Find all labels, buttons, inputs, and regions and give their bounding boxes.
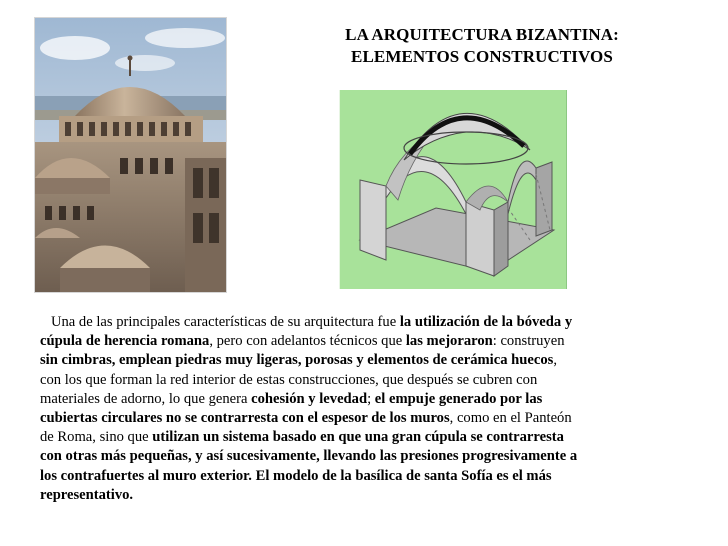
paragraph-line — [40, 371, 720, 390]
dome-diagram-illustration — [340, 90, 566, 289]
paragraph-line — [40, 428, 720, 447]
bold-span: cubiertas circulares no se contrarresta con el espesor de los muros — [40, 410, 450, 427]
bold-span: el empuje generado por las — [374, 390, 543, 407]
paragraph-line — [40, 332, 720, 351]
text-span: : construyen — [492, 333, 565, 350]
title-line-1: LA ARQUITECTURA BIZANTINA: — [345, 25, 619, 44]
paragraph-line — [40, 409, 720, 428]
bold-span: representativo. — [40, 486, 134, 503]
text-span: , como en el Panteón — [449, 410, 572, 427]
bold-span: la utilización de la bóveda y — [399, 314, 573, 330]
paragraph-line — [40, 447, 720, 466]
bold-span: cúpula de herencia romana — [40, 333, 210, 350]
bold-span: los contrafuertes al muro exterior. El modelo de la basílica de santa Sofía es el más — [40, 467, 552, 484]
bold-span: las mejoraron — [405, 333, 493, 350]
slide-title — [282, 24, 682, 68]
body-paragraph — [40, 313, 720, 505]
text-span: Una de las principales características de su arquitectura fue — [50, 314, 400, 330]
paragraph-line — [40, 390, 720, 409]
text-span: materiales de adorno, lo que genera — [40, 390, 252, 407]
paragraph-line — [40, 351, 720, 370]
bold-span: cohesión y levedad — [251, 390, 368, 407]
text-span: de Roma, sino que — [40, 429, 153, 446]
bold-span: sin cimbras, emplean piedras muy ligeras, porosas y elementos de cerámica huecos — [40, 352, 554, 369]
pendentive-dome-diagram — [339, 90, 567, 289]
text-span: ; — [367, 390, 375, 407]
bold-span: con otras más pequeñas, y así sucesivamente, llevando las presiones progresivamente a — [40, 448, 578, 465]
title-line-2: ELEMENTOS CONSTRUCTIVOS — [351, 47, 613, 66]
text-span: , — [553, 352, 557, 369]
paragraph-line — [40, 313, 720, 332]
paragraph-line — [40, 486, 720, 505]
hagia-sophia-photo — [34, 17, 227, 293]
hagia-sophia-illustration — [35, 18, 226, 292]
paragraph-line — [40, 467, 720, 486]
bold-span: utilizan un sistema basado en que una gran cúpula se contrarresta — [152, 429, 564, 446]
text-span: , pero con adelantos técnicos que — [209, 333, 406, 350]
text-span: con los que forman la red interior de estas construcciones, que después se cubren con — [40, 371, 538, 388]
